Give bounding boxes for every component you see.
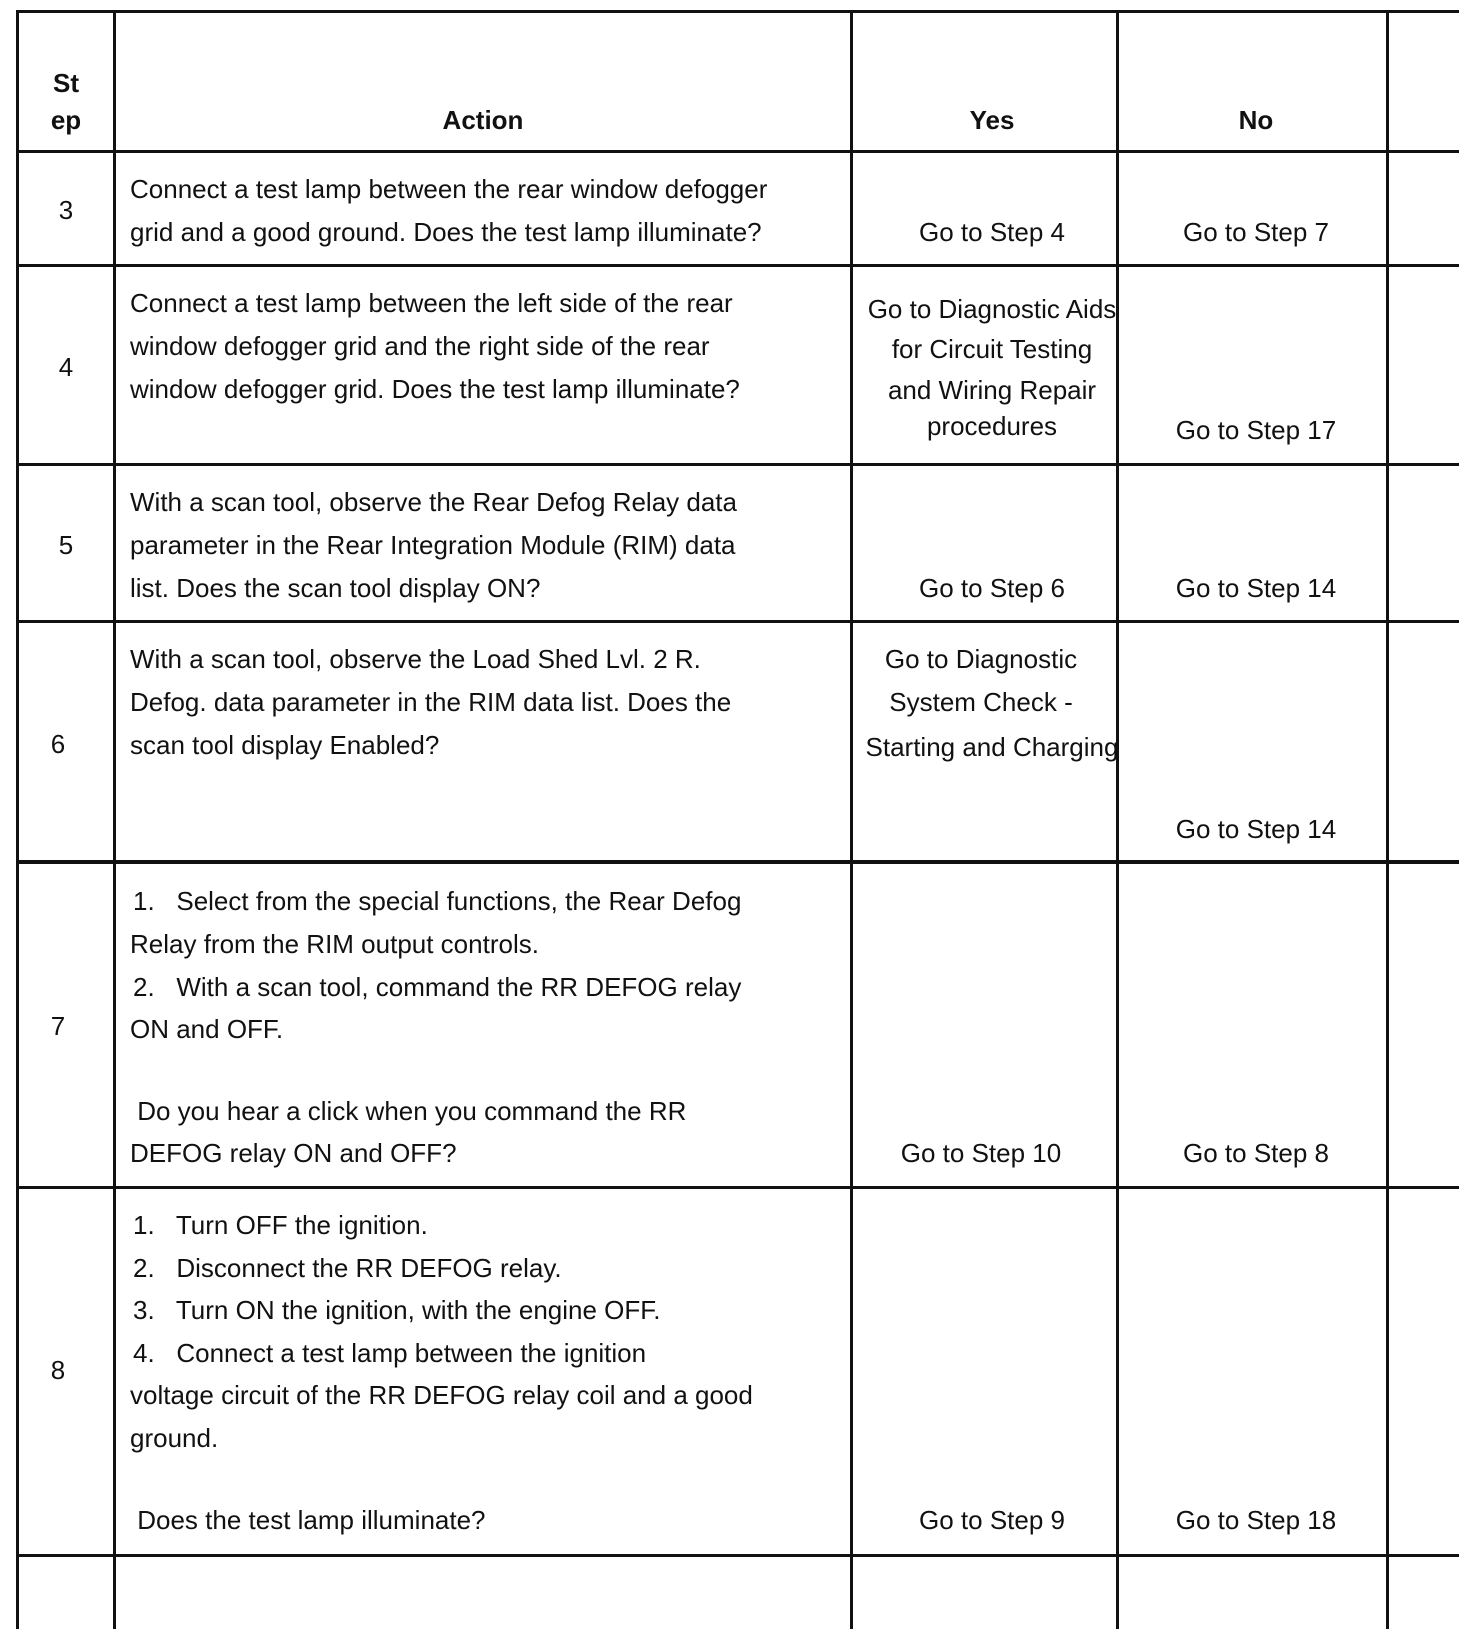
yes-result: Go to Step 4 — [919, 217, 1065, 247]
action-text-line: Connect a test lamp between the left side of the rear — [130, 288, 733, 318]
row-divider — [16, 264, 1459, 267]
row-divider — [16, 463, 1459, 466]
action-text-line: window defogger grid and the right side of the rear — [130, 331, 710, 361]
yes-result: System Check - — [889, 687, 1073, 717]
header-action: Action — [442, 105, 524, 135]
action-text-line: list. Does the scan tool display ON? — [130, 573, 541, 603]
yes-result: Go to Diagnostic Aids — [867, 294, 1117, 324]
action-text-line: DEFOG relay ON and OFF? — [130, 1138, 457, 1168]
row-divider — [16, 150, 1459, 153]
action-text-line: Defog. data parameter in the RIM data list. Does the — [130, 687, 732, 717]
header-step-line1: St — [53, 68, 79, 98]
table-border-left — [16, 10, 19, 1629]
yes-result: for Circuit Testing — [891, 334, 1093, 364]
diagnostic-table — [16, 10, 1456, 1629]
row-divider — [16, 1186, 1459, 1189]
action-text-line: 4. Connect a test lamp between the ignition — [133, 1338, 647, 1368]
yes-result: procedures — [926, 411, 1058, 441]
yes-result: Go to Step 9 — [919, 1505, 1065, 1535]
action-text-line: With a scan tool, observe the Load Shed Lvl. 2 R. — [130, 644, 701, 674]
action-text-line: Does the test lamp illuminate? — [130, 1505, 486, 1535]
column-divider-step-action — [113, 10, 116, 1629]
step-number: 8 — [50, 1355, 66, 1385]
header-no: No — [1238, 105, 1274, 135]
action-text-line: 3. Turn ON the ignition, with the engine OFF. — [133, 1295, 661, 1325]
no-result: Go to Step 14 — [1175, 814, 1337, 844]
step-number: 7 — [50, 1011, 66, 1041]
table-border-top — [16, 10, 1459, 13]
no-result: Go to Step 7 — [1183, 217, 1329, 247]
action-text-line: Relay from the RIM output controls. — [130, 929, 539, 959]
step-number: 6 — [50, 729, 66, 759]
yes-result: and Wiring Repair — [887, 375, 1097, 405]
action-text-line: 1. Turn OFF the ignition. — [133, 1210, 428, 1240]
no-result: Go to Step 8 — [1183, 1138, 1329, 1168]
step-number: 4 — [58, 352, 74, 382]
action-text-line: Connect a test lamp between the rear window defogger — [130, 174, 768, 204]
yes-result: Go to Diagnostic — [884, 644, 1078, 674]
action-text-line: ground. — [130, 1423, 219, 1453]
action-text-line: 1. Select from the special functions, the Rear Defog — [133, 886, 742, 916]
action-text-line: scan tool display Enabled? — [130, 730, 440, 760]
row-divider — [16, 860, 1459, 864]
step-number: 5 — [58, 530, 74, 560]
step-number: 3 — [58, 195, 74, 225]
action-text-line: 2. With a scan tool, command the RR DEFOG relay — [133, 972, 742, 1002]
yes-result: Go to Step 6 — [919, 573, 1065, 603]
action-text-line: Do you hear a click when you command the RR — [130, 1096, 687, 1126]
yes-result: Go to Step 10 — [900, 1138, 1062, 1168]
action-text-line: window defogger grid. Does the test lamp illuminate? — [130, 374, 740, 404]
action-text-line: With a scan tool, observe the Rear Defog Relay data — [130, 487, 737, 517]
header-step-line2: ep — [50, 105, 82, 135]
no-result: Go to Step 14 — [1175, 573, 1337, 603]
header-yes: Yes — [969, 105, 1015, 135]
no-result: Go to Step 17 — [1175, 415, 1337, 445]
row-divider — [16, 620, 1459, 623]
table-border-bottom — [16, 1554, 1459, 1557]
action-text-line: ON and OFF. — [130, 1014, 284, 1044]
action-text-line: voltage circuit of the RR DEFOG relay coil and a good — [130, 1380, 753, 1410]
column-divider-action-yes — [850, 10, 853, 1629]
action-text-line: grid and a good ground. Does the test lamp illuminate? — [130, 217, 762, 247]
yes-result: Starting and Charging — [865, 732, 1119, 762]
action-text-line: parameter in the Rear Integration Module (RIM) data — [130, 530, 736, 560]
no-result: Go to Step 18 — [1175, 1505, 1337, 1535]
action-text-line: 2. Disconnect the RR DEFOG relay. — [133, 1253, 562, 1283]
